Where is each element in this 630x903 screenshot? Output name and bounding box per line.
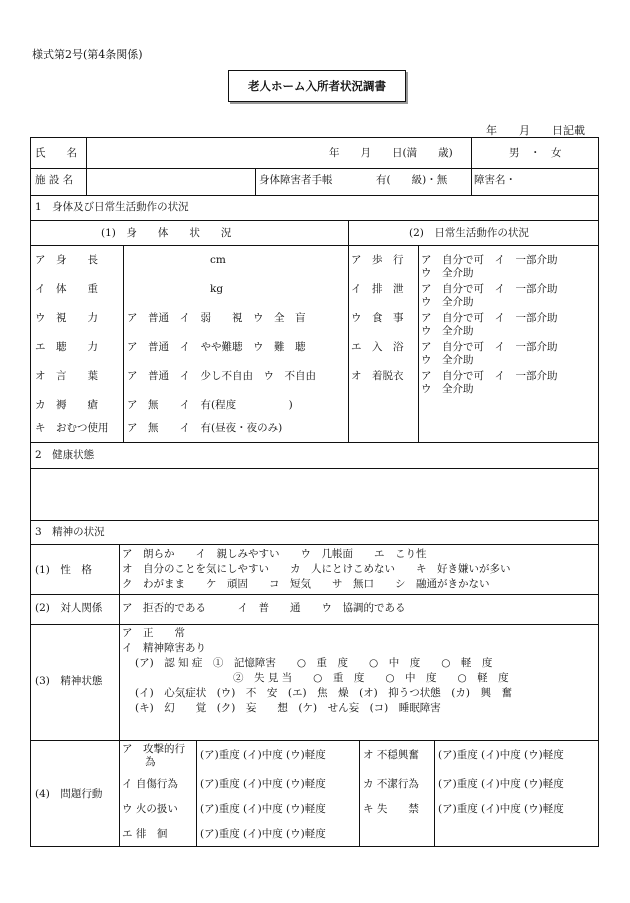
severity-options: (ア)重度 (イ)中度 (ウ)軽度 [438, 778, 564, 790]
behavior-item-label: カ 不潔行為 [363, 778, 419, 790]
adl-options-line: ウ 全介助 [421, 383, 474, 395]
record-date: 年 月 日記載 [486, 124, 585, 137]
body-item-label: イ 体 重 [35, 283, 98, 295]
body-item-label: オ 言 葉 [35, 370, 98, 382]
personality-options-line: オ 自分のことを気にしやすい カ 人にとけこめない キ 好き嫌いが多い [122, 563, 511, 575]
relations-options: ア 拒否的である イ 普 通 ウ 協調的である [122, 602, 406, 614]
body-item-label: ア 身 長 [35, 254, 98, 266]
body-item-label: ウ 視 力 [35, 312, 98, 324]
document-title [228, 70, 406, 102]
adl-options-line: ア 自分で可 イ 一部介助 [421, 254, 558, 266]
body-item-label: キ おむつ使用 [35, 422, 109, 434]
disability-book-label: 身体障害者手帳 [259, 174, 333, 186]
behavior-item-label: キ 失 禁 [363, 803, 419, 815]
weight-unit: kg [210, 283, 224, 295]
mental-options-line: ア 正 常 [122, 627, 185, 639]
document-title-text: 老人ホーム入所者状況調書 [248, 79, 386, 93]
birth-date-field: 年 月 日(満 歳) [329, 147, 453, 159]
disability-name-label: 障害名・ [474, 174, 516, 186]
mental-options-line: イ 精神障害あり [122, 642, 206, 654]
adl-heading: (2) 日常生活動作の状況 [409, 227, 529, 239]
adl-options-line: ア 自分で可 イ 一部介助 [421, 341, 558, 353]
mental-options-line: (イ) 心気症状 (ウ) 不 安 (エ) 焦 燥 (オ) 抑うつ状態 (カ) 興 奮 [135, 687, 512, 699]
body-status-heading: (1) 身 体 状 況 [101, 227, 232, 239]
severity-options: (ア)重度 (イ)中度 (ウ)軽度 [200, 828, 326, 840]
body-item-label: エ 聴 力 [35, 341, 98, 353]
problem-behavior-label: (4) 問題行動 [35, 788, 103, 800]
name-label: 氏 名 [35, 147, 77, 159]
adl-options-line: ウ 全介助 [421, 296, 474, 308]
behavior-item-label: オ 不穏興奮 [363, 749, 419, 761]
severity-options: (ア)重度 (イ)中度 (ウ)軽度 [200, 749, 326, 761]
personality-options-line: ア 朗らか イ 親しみやすい ウ 几帳面 エ こり性 [122, 548, 427, 560]
disability-book-value: 有( 級)・無 [376, 174, 448, 186]
adl-options-line: ウ 全介助 [421, 325, 474, 337]
adl-item-label: オ 着脱衣 [351, 370, 404, 382]
bedsore-options: ア 無 イ 有(程度 ) [127, 399, 293, 411]
adl-item-label: ア 歩 行 [351, 254, 404, 266]
section-3-title: 3 精神の状況 [35, 526, 105, 538]
speech-options: ア 普通 イ 少し不自由 ウ 不自由 [127, 370, 316, 382]
hearing-options: ア 普通 イ やや難聴 ウ 難 聴 [127, 341, 306, 353]
diaper-options: ア 無 イ 有(昼夜・夜のみ) [127, 422, 283, 434]
severity-options: (ア)重度 (イ)中度 (ウ)軽度 [438, 749, 564, 761]
facility-name-label: 施 設 名 [35, 174, 74, 186]
form-number: 様式第2号(第4条関係) [32, 48, 143, 61]
severity-options: (ア)重度 (イ)中度 (ウ)軽度 [200, 778, 326, 790]
adl-options-line: ウ 全介助 [421, 354, 474, 366]
severity-options: (ア)重度 (イ)中度 (ウ)軽度 [200, 803, 326, 815]
behavior-item-label: ア 攻撃的行 [122, 743, 185, 755]
adl-options-line: ア 自分で可 イ 一部介助 [421, 283, 558, 295]
adl-item-label: イ 排 泄 [351, 283, 404, 295]
section-1-title: 1 身体及び日常生活動作の状況 [35, 201, 189, 213]
adl-options-line: ア 自分で可 イ 一部介助 [421, 370, 558, 382]
sex-options: 男 ・ 女 [509, 147, 562, 159]
behavior-item-label: 為 [145, 756, 156, 768]
mental-options-line: (ア) 認 知 症 ① 記憶障害 ○ 重 度 ○ 中 度 ○ 軽 度 [135, 657, 493, 669]
adl-item-label: エ 入 浴 [351, 341, 404, 353]
behavior-item-label: エ 徘 徊 [122, 828, 168, 840]
mental-state-label: (3) 精神状態 [35, 675, 103, 687]
mental-options-line: (キ) 幻 覚 (ク) 妄 想 (ケ) せん妄 (コ) 睡眠障害 [135, 702, 441, 714]
adl-options-line: ウ 全介助 [421, 267, 474, 279]
mental-options-line: ② 失 見 当 ○ 重 度 ○ 中 度 ○ 軽 度 [233, 672, 509, 684]
behavior-item-label: ウ 火の扱い [122, 803, 178, 815]
personality-label: (1) 性 格 [35, 564, 92, 576]
vision-options: ア 普通 イ 弱 視 ウ 全 盲 [127, 312, 306, 324]
relations-label: (2) 対人関係 [35, 602, 103, 614]
adl-item-label: ウ 食 事 [351, 312, 404, 324]
body-item-label: カ 褥 瘡 [35, 399, 98, 411]
height-unit: cm [210, 254, 226, 266]
status-form [30, 137, 599, 847]
severity-options: (ア)重度 (イ)中度 (ウ)軽度 [438, 803, 564, 815]
behavior-item-label: イ 自傷行為 [122, 778, 178, 790]
personality-options-line: ク わがまま ケ 頑固 コ 短気 サ 無口 シ 融通がきかない [122, 578, 490, 590]
adl-options-line: ア 自分で可 イ 一部介助 [421, 312, 558, 324]
section-2-title: 2 健康状態 [35, 449, 95, 461]
